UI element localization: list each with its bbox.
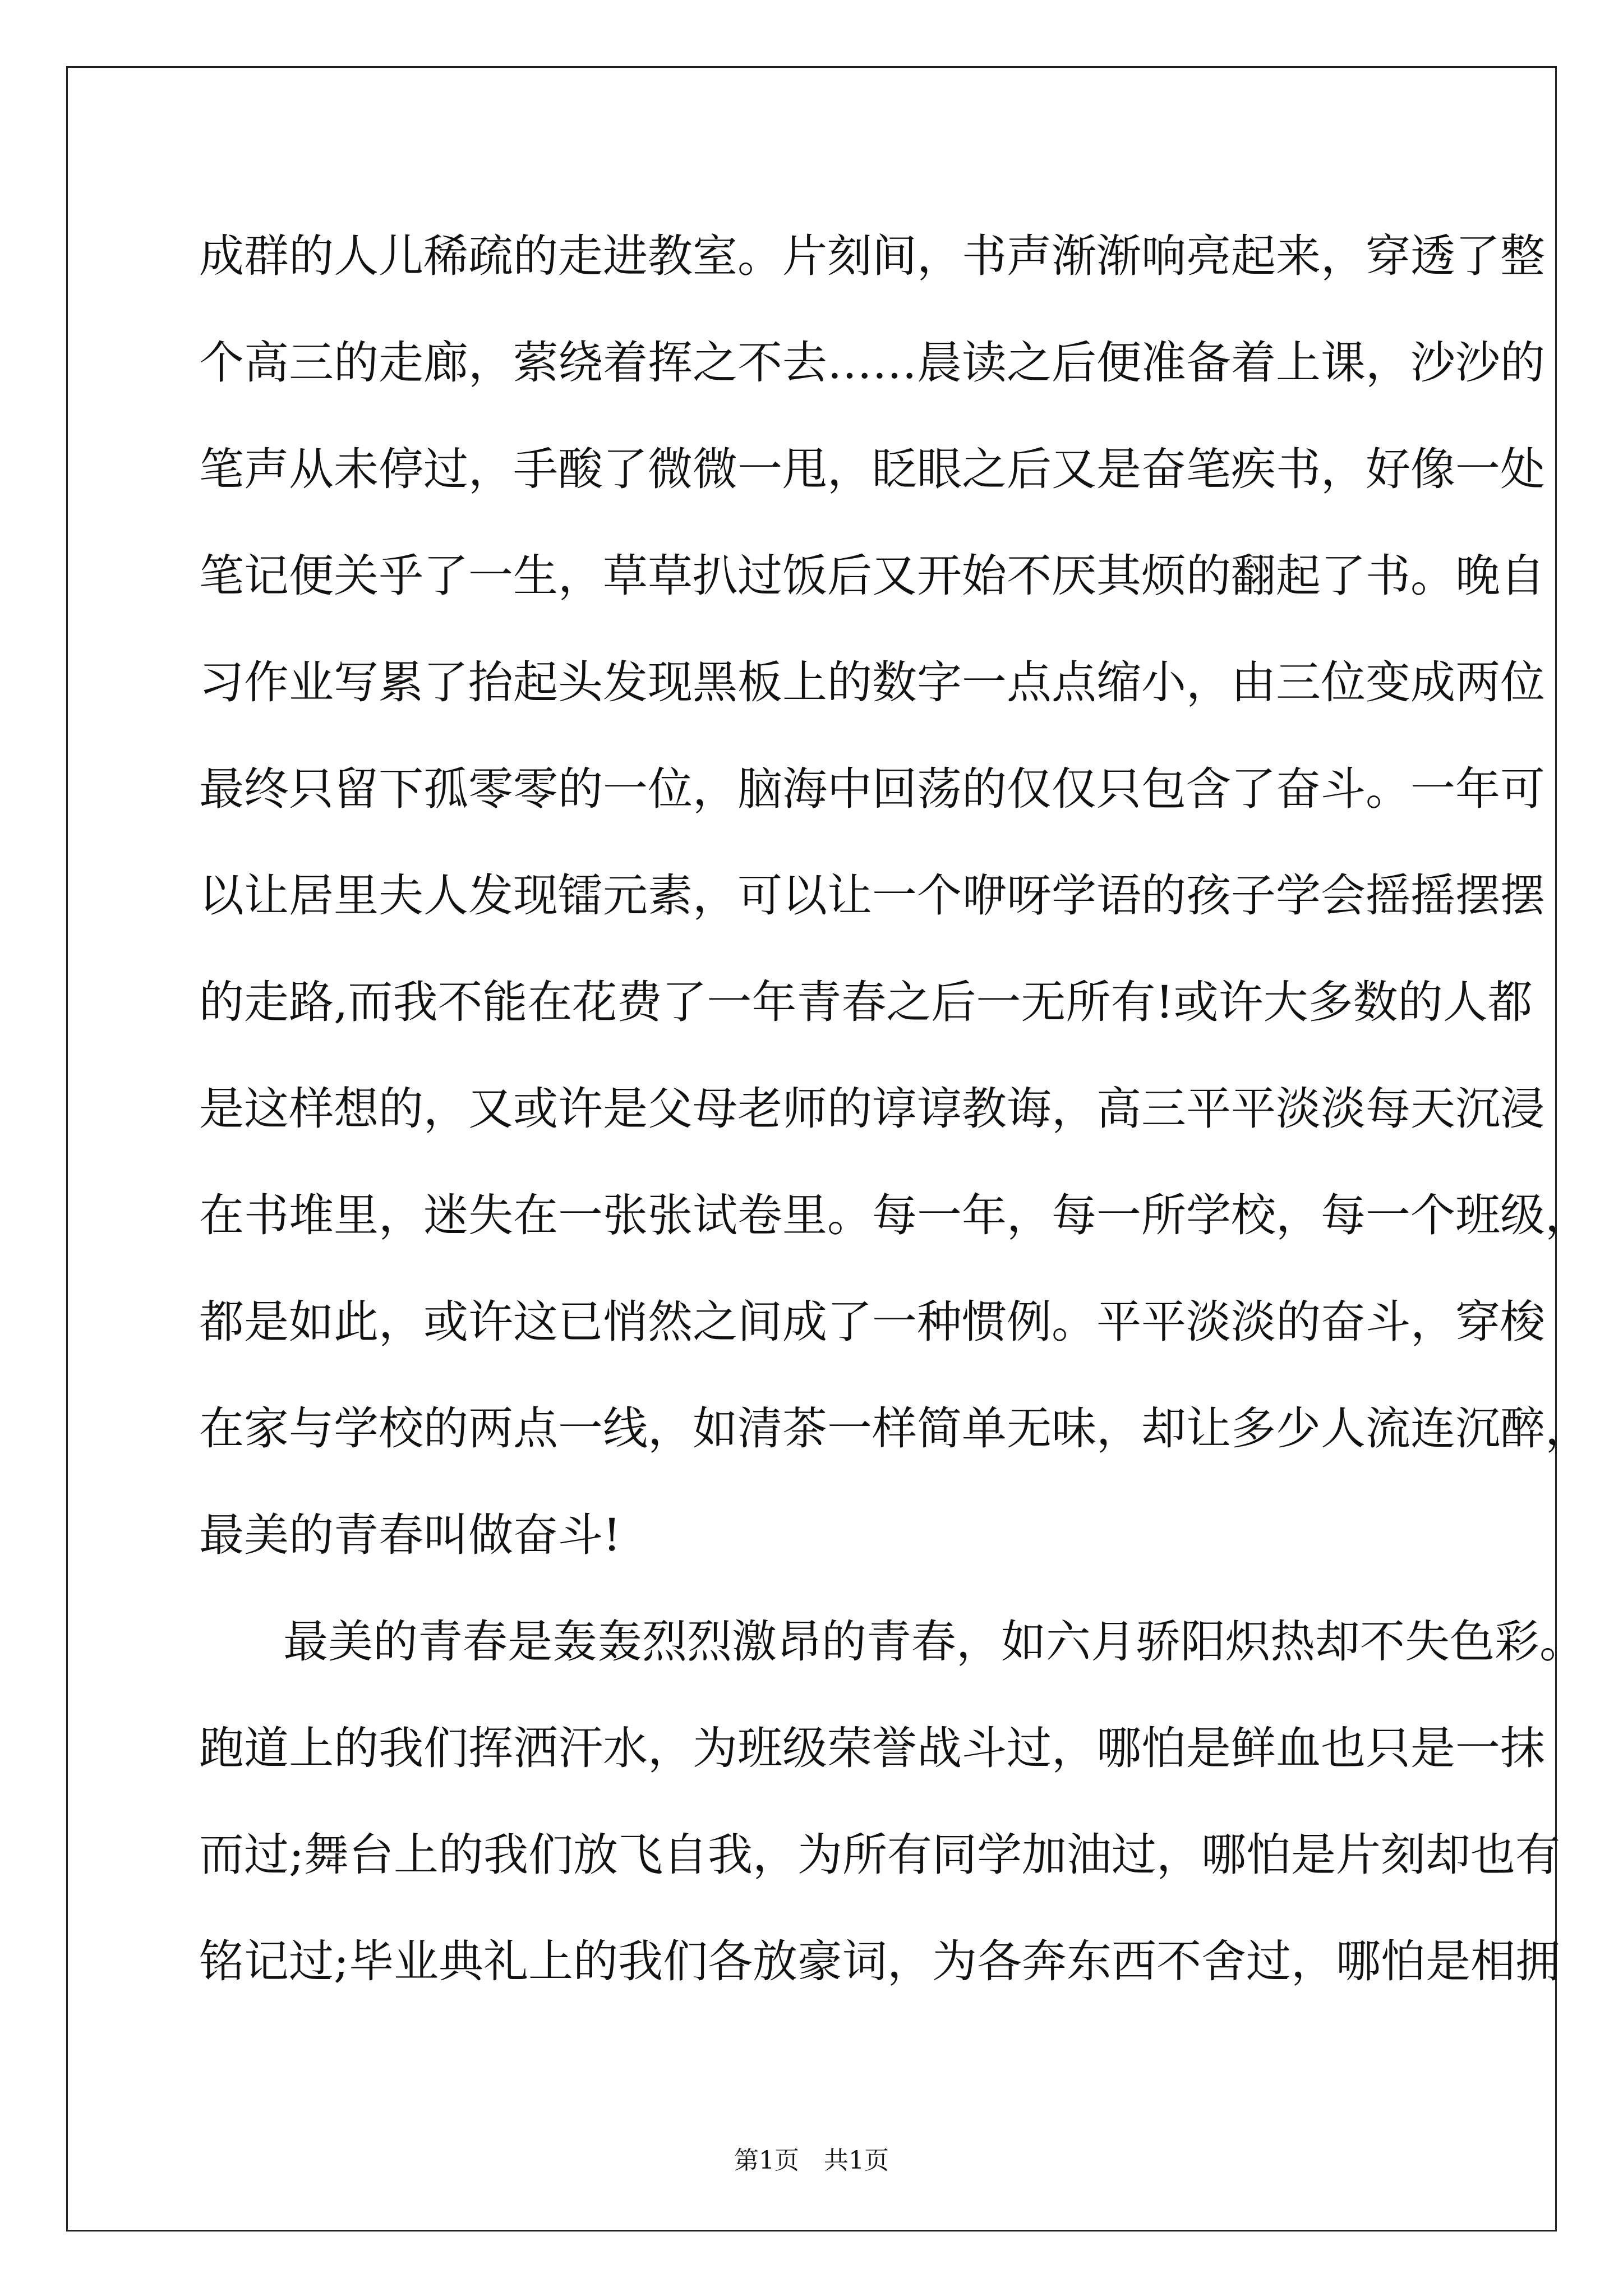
document-body bbox=[199, 203, 1590, 2015]
text-line: 个高三的走廊，萦绕着挥之不去……晨读之后便准备着上课，沙沙的 bbox=[199, 337, 1545, 389]
text-line: 最美的青春叫做奋斗! bbox=[199, 1509, 621, 1561]
text-line: 的走路,而我不能在花费了一年青春之后一无所有!或许大多数的人都 bbox=[199, 976, 1533, 1028]
text-line: 是这样想的，又或许是父母老师的谆谆教诲，高三平平淡淡每天沉浸 bbox=[199, 1083, 1545, 1135]
text-line: 以让居里夫人发现镭元素，可以让一个咿呀学语的孩子学会摇摇摆摆 bbox=[199, 869, 1545, 922]
text-line: 在家与学校的两点一线，如清茶一样简单无味，却让多少人流连沉醉， bbox=[199, 1402, 1590, 1455]
text-line: 习作业写累了抬起头发现黑板上的数字一点点缩小，由三位变成两位 bbox=[199, 656, 1545, 708]
text-line: 在书堆里，迷失在一张张试卷里。每一年，每一所学校，每一个班级， bbox=[199, 1189, 1590, 1241]
text-line: 都是如此，或许这已悄然之间成了一种惯例。平平淡淡的奋斗，穿梭 bbox=[199, 1296, 1545, 1348]
text-line: 笔记便关乎了一生，草草扒过饭后又开始不厌其烦的翻起了书。晚自 bbox=[199, 550, 1545, 602]
text-line: 跑道上的我们挥洒汗水，为班级荣誉战斗过，哪怕是鲜血也只是一抹 bbox=[199, 1722, 1545, 1774]
text-line: 最终只留下孤零零的一位，脑海中回荡的仅仅只包含了奋斗。一年可 bbox=[199, 763, 1545, 815]
text-line: 成群的人儿稀疏的走进教室。片刻间，书声渐渐响亮起来，穿透了整 bbox=[199, 230, 1545, 282]
text-line: 铭记过;毕业典礼上的我们各放豪词，为各奔东西不舍过，哪怕是相拥 bbox=[199, 1935, 1560, 1987]
paragraph-first-line: 最美的青春是轰轰烈烈激昂的青春，如六月骄阳炽热却不失色彩。 bbox=[283, 1616, 1584, 1668]
page-footer: 第1页 共1页 bbox=[734, 2146, 889, 2175]
text-line: 而过;舞台上的我们放飞自我，为所有同学加油过，哪怕是片刻却也有 bbox=[199, 1829, 1560, 1881]
text-line: 笔声从未停过，手酸了微微一甩，眨眼之后又是奋笔疾书，好像一处 bbox=[199, 443, 1545, 495]
